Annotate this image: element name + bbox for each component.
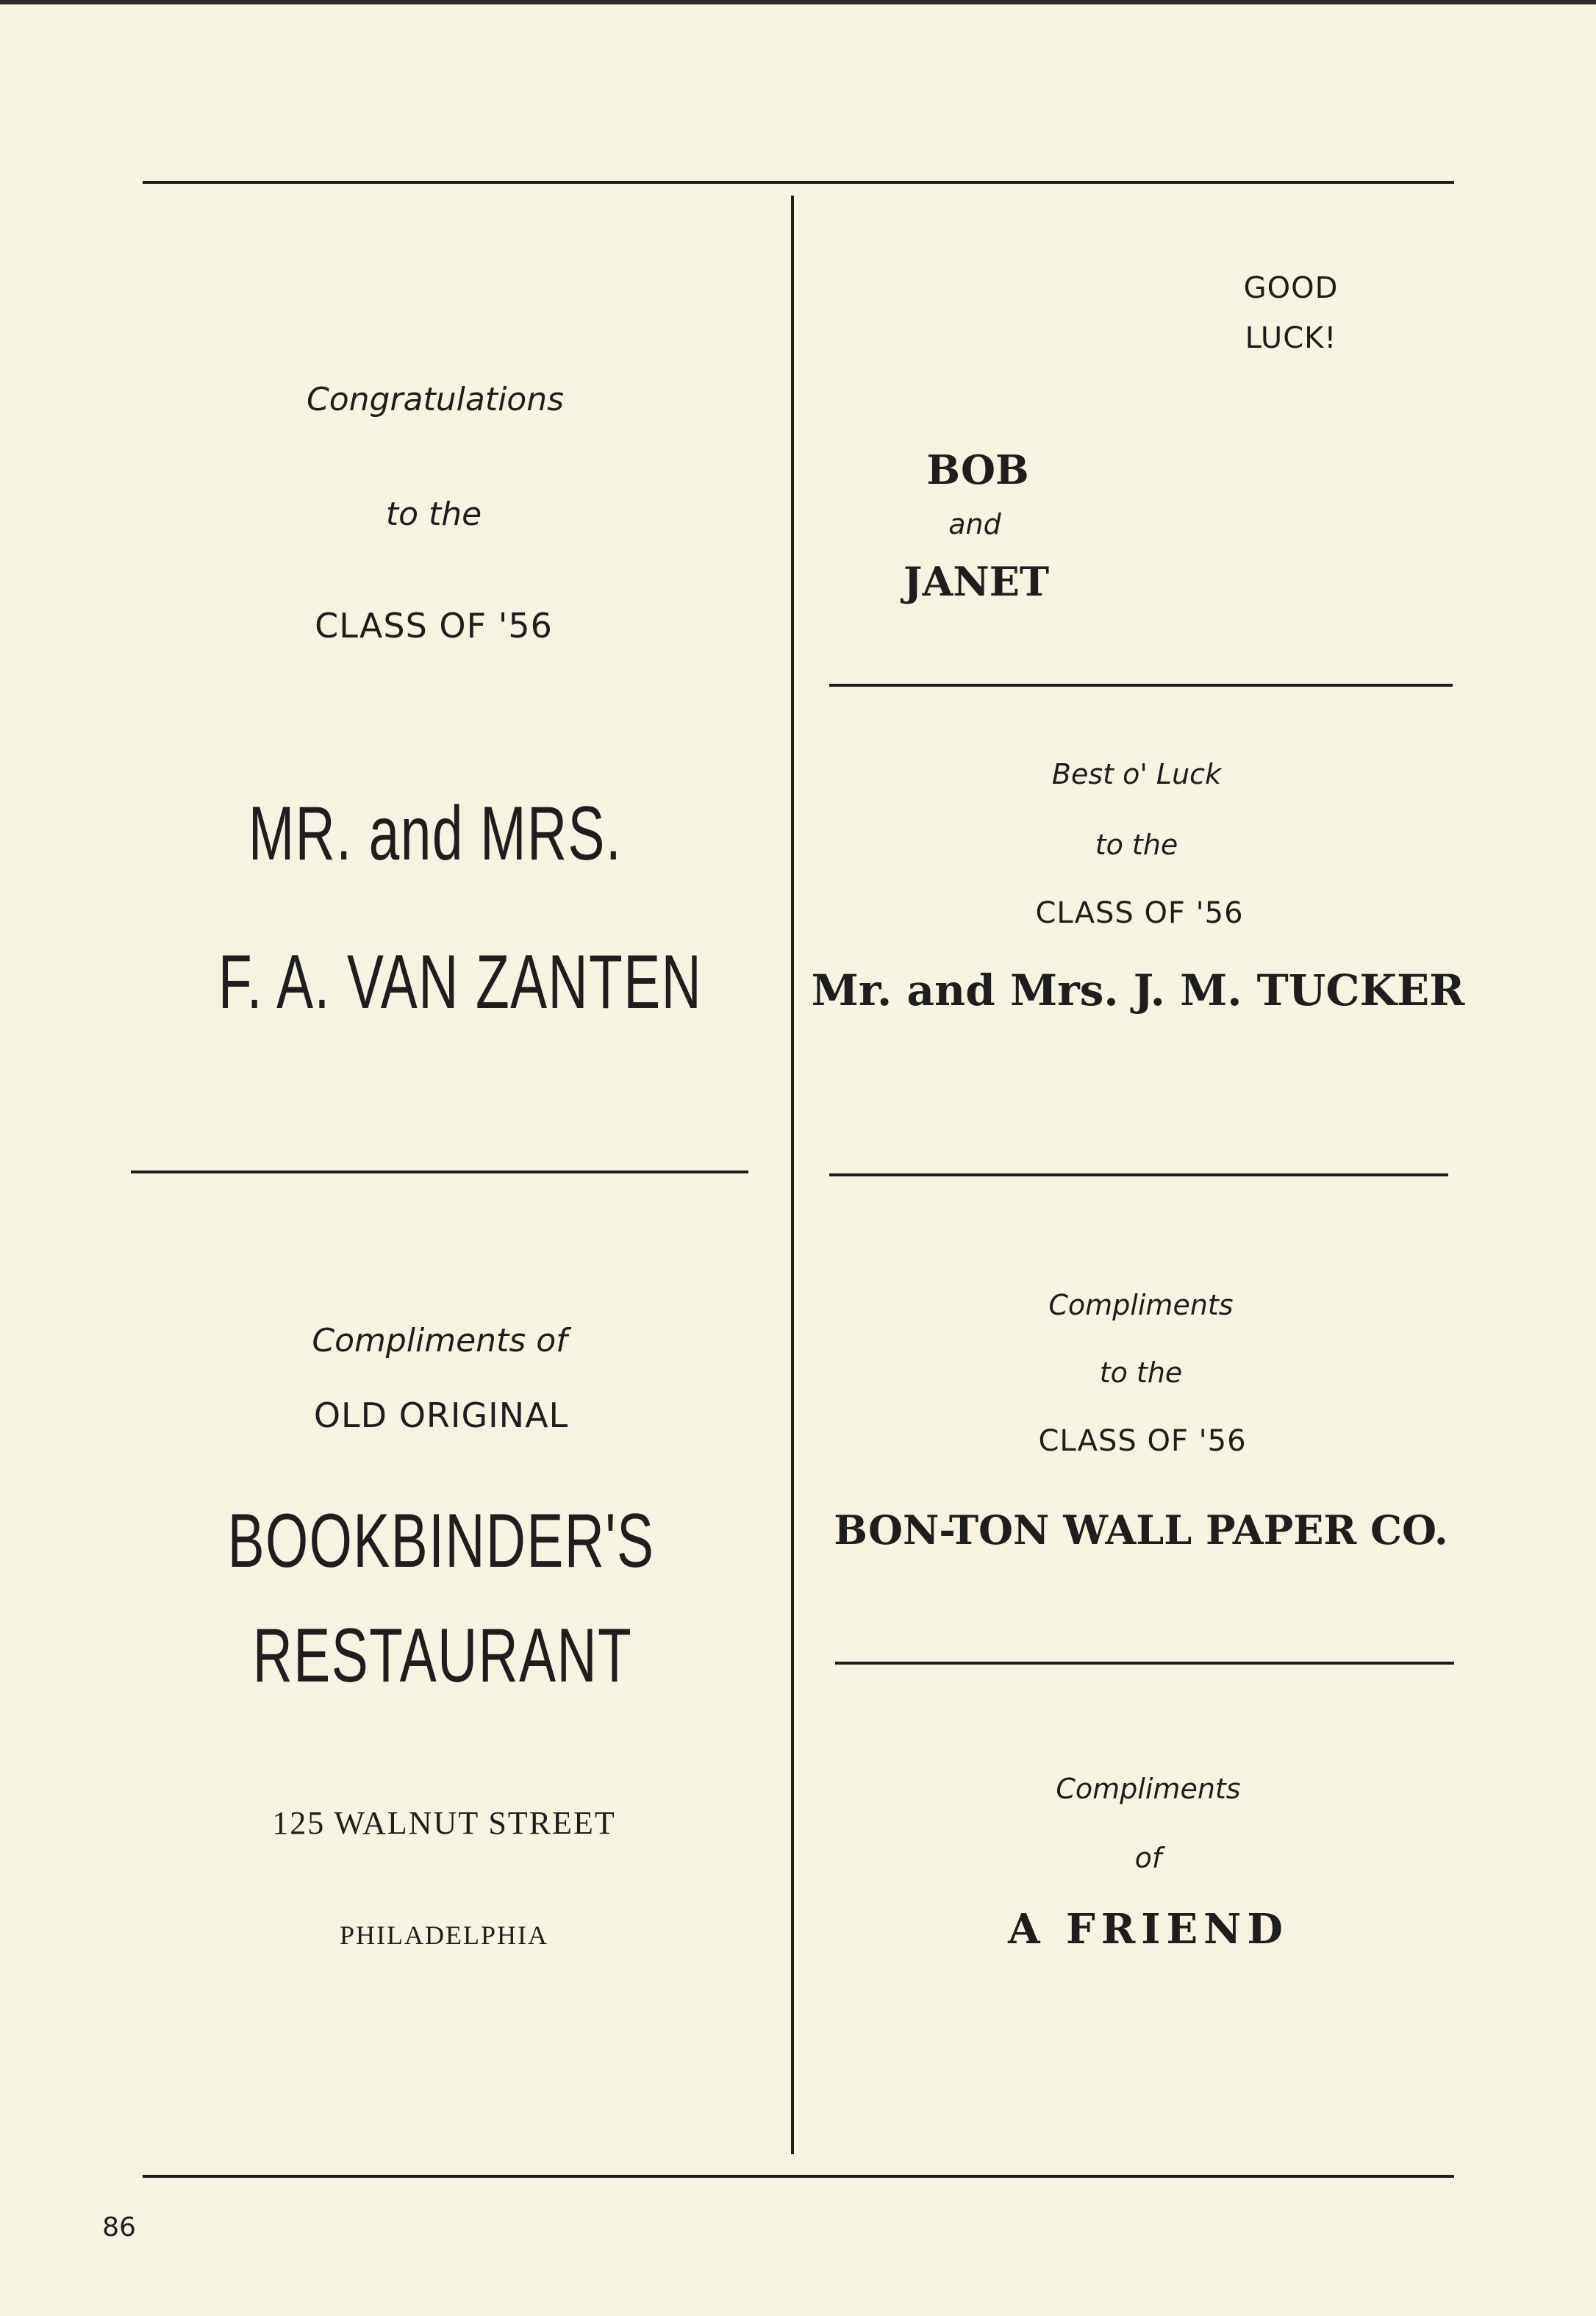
class-text: CLASS OF '56 [1038,1424,1247,1458]
name-line-2: F. A. VAN ZANTEN [218,940,703,1025]
right-rule-3 [835,1662,1454,1665]
restaurant-text: RESTAURANT [252,1613,633,1698]
friend-text: A FRIEND [1008,1905,1289,1954]
of-text: of [1134,1842,1162,1874]
bookbinders-text: BOOKBINDER'S [227,1498,655,1584]
janet-text: JANET [903,558,1050,605]
page-top-edge [0,0,1596,4]
compliments-text: Compliments of [312,1322,568,1359]
page-number: 86 [102,2212,136,2242]
best-luck-text: Best o' Luck [1051,758,1222,790]
city-text: PHILADELPHIA [340,1920,548,1950]
address-text: 125 WALNUT STREET [272,1805,616,1841]
compliments-text: Compliments [1048,1289,1234,1321]
good-text: GOOD [1243,271,1339,305]
congratulations-text: Congratulations [306,381,565,418]
to-the-text: to the [1095,829,1178,861]
and-text: and [948,508,1001,540]
old-original-text: OLD ORIGINAL [313,1395,569,1435]
bon-ton-name: BON-TON WALL PAPER CO. [834,1507,1448,1554]
bottom-rule [143,2175,1454,2178]
top-rule [143,181,1454,184]
class-text: CLASS OF '56 [315,606,553,646]
bob-text: BOB [926,446,1029,493]
luck-text: LUCK! [1245,321,1337,355]
left-rule [131,1170,748,1173]
center-divider [791,196,794,2154]
class-text: CLASS OF '56 [1035,896,1244,930]
name-line-1: MR. and MRS. [248,791,623,876]
to-the-text: to the [385,496,482,533]
compliments-text: Compliments [1056,1773,1241,1805]
tucker-name: Mr. and Mrs. J. M. TUCKER [811,965,1465,1015]
to-the-text: to the [1099,1357,1183,1389]
right-rule-2 [829,1173,1448,1176]
right-rule-1 [829,684,1453,687]
